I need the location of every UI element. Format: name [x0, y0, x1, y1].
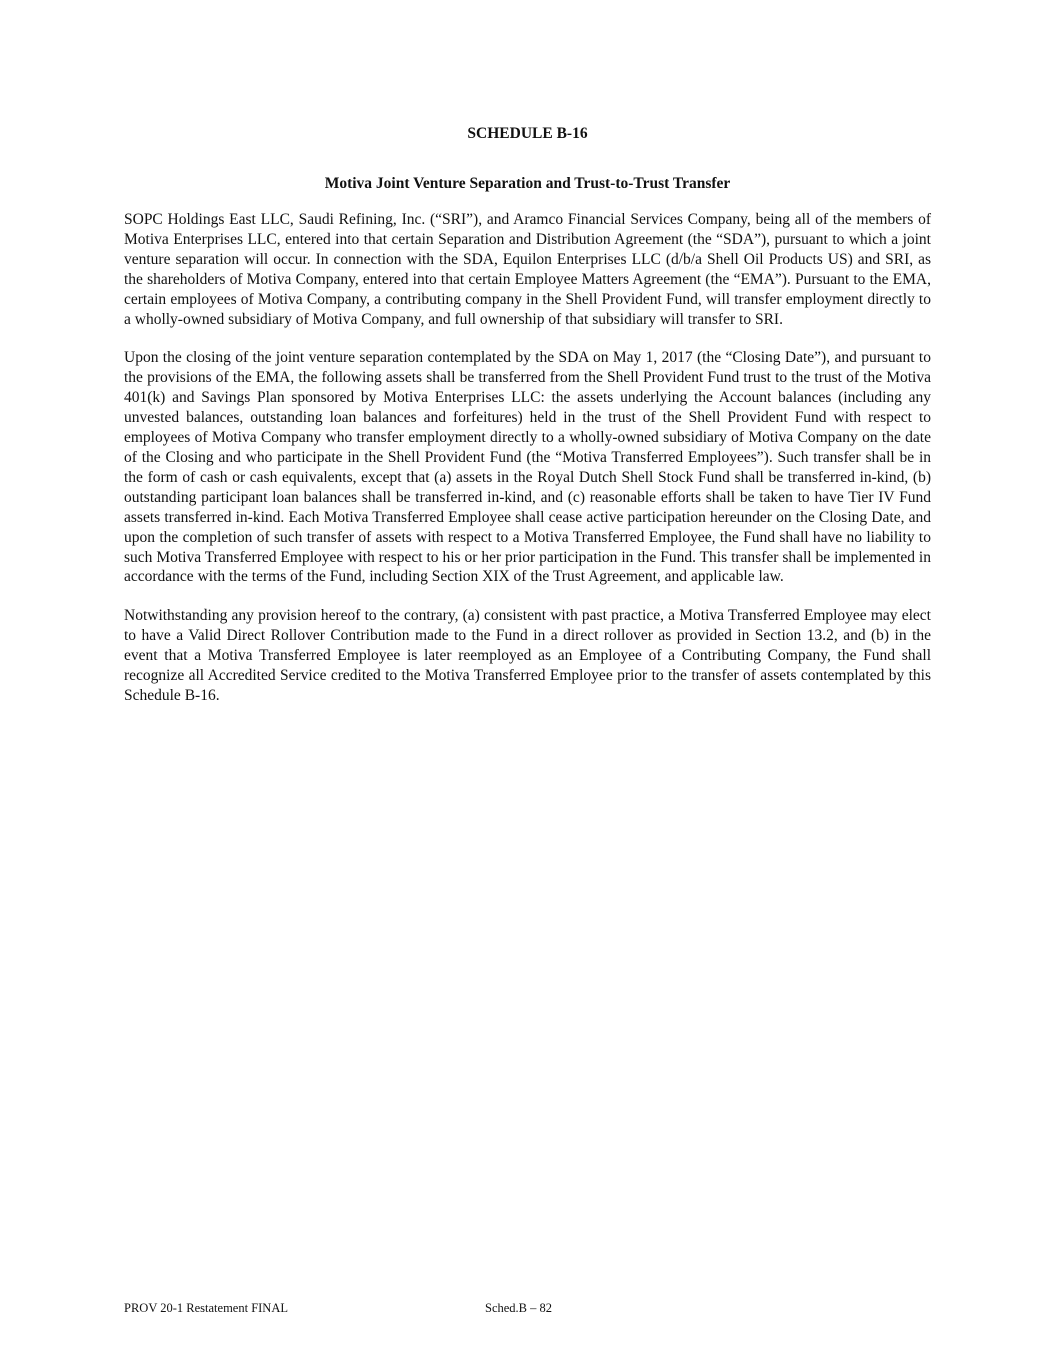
paragraph-1: SOPC Holdings East LLC, Saudi Refining, Inc. (“SRI”), and Aramco Financial Services Company, being all of the members of Motiva Enterprises LLC, entered into that certain Separation and Distribution Agreement (the “SDA”), pursuant to which a joint venture separation will occur. In connection with the SDA, Equilon Enterprises LLC (d/b/a Shell Oil Products US) and SRI, as the shareholders of Motiva Company, entered into that certain Employee Matters Agreement (the “EMA”). Pursuant to the EMA, certain employees of Motiva Company, a contributing company in the Shell Provident Fund, will transfer employment directly to a wholly-owned subsidiary of Motiva Company, and full ownership of that subsidiary will transfer to SRI.	[124, 211, 931, 328]
footer-document-id: PROV 20-1 Restatement FINAL	[124, 1301, 288, 1315]
schedule-subtitle: Motiva Joint Venture Separation and Trust-to-Trust Transfer	[324, 175, 731, 192]
document-body	[124, 124, 931, 725]
paragraph-3: Notwithstanding any provision hereof to the contrary, (a) consistent with past practice, a Motiva Transferred Employee may elect to have a Valid Direct Rollover Contribution made to the Fund in a direct rollover as provided in Section 13.2, and (b) in the event that a Motiva Transferred Employee is later reemployed as an Employee of a Contributing Company, the Fund shall recognize all Accredited Service credited to the Motiva Transferred Employee prior to the transfer of assets contemplated by this Schedule B-16.	[124, 607, 931, 704]
paragraph-2: Upon the closing of the joint venture separation contemplated by the SDA on May 1, 2017 (the “Closing Date”), and pursuant to the provisions of the EMA, the following assets shall be transferred from the Shell Provident Fund trust to the trust of the Motiva 401(k) and Savings Plan sponsored by Motiva Enterprises LLC: the assets underlying the Account balances (including any unvested balances, outstanding loan balances and forfeitures) held in the trust of the Shell Provident Fund with respect to employees of Motiva Company who transfer employment directly to a wholly-owned subsidiary of Motiva Company on the date of the Closing and who participate in the Shell Provident Fund (the “Motiva Transferred Employees”). Such transfer shall be in the form of cash or cash equivalents, except that (a) assets in the Royal Dutch Shell Stock Fund shall be transferred in-kind, (b) outstanding participant loan balances shall be transferred in-kind, and (c) reasonable efforts shall be taken to have Tier IV Fund assets transferred in-kind. Each Motiva Transferred Employee shall cease active participation hereunder on the Closing Date, and upon the completion of such transfer of assets with respect to a Motiva Transferred Employee, the Fund shall have no liability to such Motiva Transferred Employee with respect to his or her prior participation in the Fund. This transfer shall be implemented in accordance with the terms of the Fund, including Section XIX of the Trust Agreement, and applicable law.	[124, 349, 931, 586]
footer-page-number: Sched.B – 82	[485, 1301, 553, 1315]
schedule-title: SCHEDULE B-16	[467, 125, 588, 142]
